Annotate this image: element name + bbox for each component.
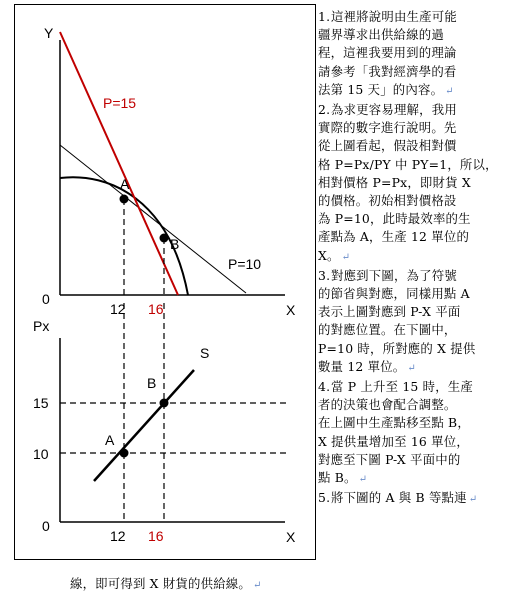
paragraph-mark-icon: ↵ [445,85,454,97]
note-line [318,101,504,119]
note-line [318,247,504,267]
note-number: 5. [318,490,331,506]
note-line [318,340,504,358]
note-line [318,192,504,210]
note-item [318,267,504,378]
top-x-label: X [286,302,296,318]
note-text: 為 P=10，此時最效率的生 [318,211,471,227]
bottom-a-label: A [105,432,115,448]
note-line [318,8,504,26]
note-item [318,378,504,489]
note-number: 3. [318,267,331,283]
note-line [318,119,504,137]
bottom-x-label: X [286,529,296,545]
note-line [318,228,504,246]
bottom-y-label: Px [33,318,50,334]
price-line-10 [60,145,246,293]
note-text: X 提供量增加至 16 單位， [318,433,469,449]
note-line [318,303,504,321]
note-text: 為求更容易理解，我用 [331,102,457,118]
supply-label: S [200,345,210,361]
top-tick-12: 12 [110,301,126,317]
note-text: 對應至下圖 P-X 平面中的 [318,451,461,467]
note-text: 的節省與對應，同樣用點 A [318,286,470,302]
bottom-tick-16: 16 [148,528,164,544]
note-line [318,285,504,303]
note-text: P=10 時，所對應的 X 提供 [318,340,476,356]
top-chart [42,25,296,318]
bottom-tick-12: 12 [110,528,126,544]
price-10-label: P=10 [228,256,262,272]
note-line [318,267,504,285]
note-text: 相對價格 P=Px，即財貨 X [318,174,471,190]
note-text: 的價格。初始相對價格設 [318,193,457,209]
note-text: 格 P=Px/PY 中 PY=1，所以， [318,156,498,172]
bottom-chart [33,303,296,545]
top-point-b [160,234,169,243]
note-text: 當 P 上升至 15 時，生產 [331,379,473,395]
note-item [318,8,504,101]
price-line-15 [60,32,178,295]
note-line [318,210,504,228]
note-number: 4. [318,379,331,395]
top-a-label: A [120,176,130,192]
note-line [318,44,504,62]
note-line [318,174,504,192]
bottom-tick-10: 10 [33,446,49,462]
note-line [318,63,504,81]
note-text: 實際的數字進行說明。先 [318,120,457,136]
note-item [318,489,504,509]
note-text: X。 [318,247,340,263]
price-15-label: P=15 [103,95,137,111]
top-point-a [120,195,129,204]
note-text: 將下圖的 A 與 B 等點連 [331,490,467,506]
note-line [318,81,504,101]
note-text: 對應到下圖，為了符號 [331,267,457,283]
note-line [318,378,504,396]
bottom-point-b [160,399,169,408]
note-text: 產點為 A，生產 12 單位的 [318,229,470,245]
note-text: 在上圖中生產點移至點 B， [318,415,470,431]
note-line [318,156,504,174]
explanation-notes [318,8,504,509]
top-y-label: Y [44,25,54,41]
note-text: 從上圖看起，假設相對價 [318,138,457,154]
note-text: 這裡將說明由生產可能 [331,9,457,24]
paragraph-mark-icon: ↵ [358,474,368,486]
note-text: 請參考「我對經濟學的看 [318,63,457,79]
note-text: 表示上圖對應到 P-X 平面 [318,304,461,320]
note-line [318,489,504,509]
note-line [318,414,504,432]
note-number: 1. [318,9,331,24]
note-text: 數量 12 單位。 [318,358,406,374]
note-line [318,433,504,451]
bottom-tick-15: 15 [33,395,49,411]
top-origin-label: 0 [42,291,50,307]
bottom-continuation-line [70,574,262,592]
top-b-label: B [170,236,180,252]
note-text: 疆界導求出供給線的過 [318,27,444,43]
note-line [318,396,504,414]
paragraph-mark-icon: ↵ [468,494,478,506]
bottom-origin-label: 0 [42,518,50,534]
paragraph-mark-icon: ↵ [407,362,416,374]
note-line [318,321,504,339]
note-number: 2. [318,102,331,118]
note-line [318,26,504,44]
note-text: 程，這裡我要用到的理論 [318,45,457,61]
top-tick-16: 16 [148,301,164,317]
note-line [318,451,504,469]
paragraph-mark-icon: ↵ [341,251,351,263]
note-text: 點 B。 [318,470,357,486]
note-item [318,101,504,267]
bottom-point-a [120,449,129,458]
supply-curve [94,370,194,481]
bottom-line-text: 線，即可得到 X 財貨的供給線。 [70,576,251,591]
paragraph-mark-icon: ↵ [252,580,262,591]
note-text: 法第 15 天」的內容。 [318,81,444,97]
note-line [318,137,504,155]
note-text: 者的決策也會配合調整。 [318,397,457,413]
bottom-b-label: B [147,375,157,391]
note-line [318,469,504,489]
note-line [318,358,504,378]
note-text: 的對應位置。在下圖中， [318,322,457,338]
